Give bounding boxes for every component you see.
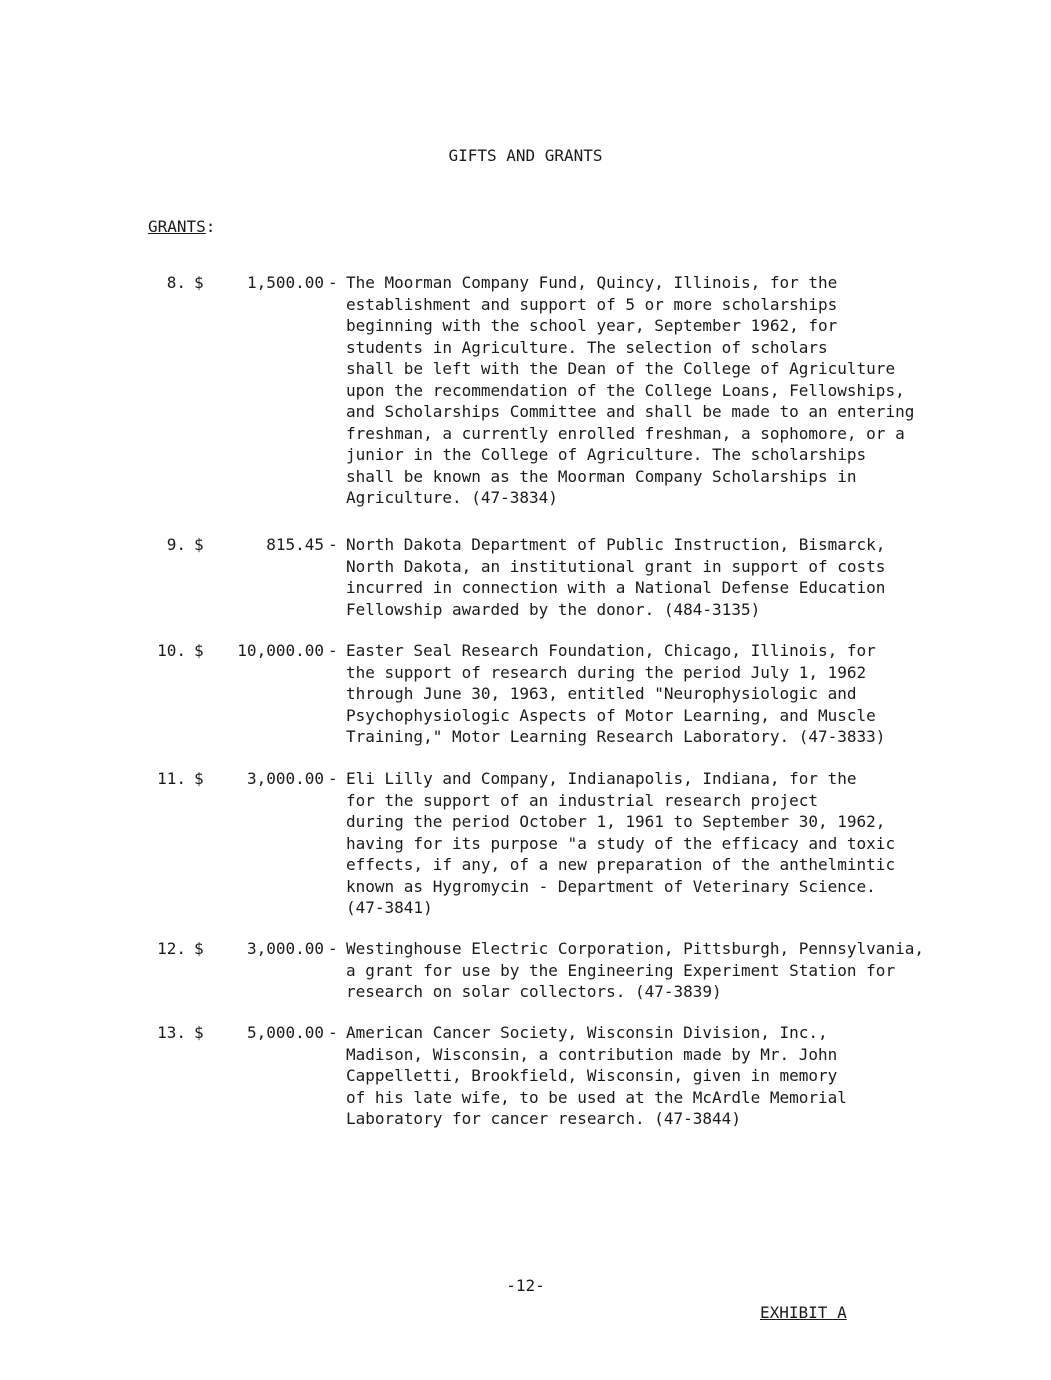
grant-number: 13.: [157, 1023, 186, 1042]
grant-number: 9.: [166, 535, 186, 554]
grant-description-line: Training," Motor Learning Research Laboratory. (47-3833): [346, 727, 886, 746]
grant-description-line: for the support of an industrial research project: [346, 790, 819, 810]
grant-description-line: the support of research during the period July 1, 1962: [346, 662, 867, 682]
grant-number: 8.: [166, 273, 186, 292]
grant-description-line: American Cancer Society, Wisconsin Division, Inc.,: [346, 1023, 828, 1042]
section-heading-label: GRANTS: [148, 217, 206, 236]
grant-description: [346, 938, 986, 1003]
grant-description: [346, 1022, 986, 1130]
grant-currency: $: [194, 769, 204, 788]
grant-description-line: Cappelletti, Brookfield, Wisconsin, given in memory: [346, 1066, 838, 1085]
grant-description-line: through June 30, 1963, entitled "Neurophysiologic and: [346, 684, 857, 703]
section-heading-colon: :: [205, 217, 216, 236]
grant-dash: -: [328, 939, 338, 958]
grant-description-line: establishment and support of 5 or more scholarships: [346, 294, 838, 314]
grant-description-line: North Dakota, an institutional grant in support of costs: [346, 556, 886, 576]
grant-number: 11.: [157, 769, 186, 788]
grant-dash: -: [328, 273, 338, 292]
grant-description: [346, 272, 986, 509]
grant-description-line: freshman, a currently enrolled freshman, a sophomore, or a: [346, 423, 905, 443]
grant-amount: 5,000.00: [246, 1023, 324, 1042]
grant-description-line: shall be left with the Dean of the College of Agriculture: [346, 359, 896, 378]
grant-description-line: upon the recommendation of the College Loans, Fellowships,: [346, 380, 905, 400]
grant-description-line: shall be known as the Moorman Company Scholarships in: [346, 466, 857, 486]
grant-description-line: Madison, Wisconsin, a contribution made by Mr. John: [346, 1044, 838, 1064]
section-heading: [148, 217, 215, 236]
grant-currency: $: [194, 273, 204, 292]
grant-currency: $: [194, 1023, 204, 1042]
page-number: -12-: [506, 1276, 545, 1295]
grant-amount: 1,500.00: [246, 273, 324, 292]
grant-description: [346, 768, 986, 919]
grant-currency: $: [194, 939, 204, 958]
grant-dash: -: [328, 1023, 338, 1042]
grant-description-line: having for its purpose "a study of the efficacy and toxic: [346, 833, 896, 853]
grant-number: 12.: [157, 939, 186, 958]
grant-description-line: Eli Lilly and Company, Indianapolis, Indiana, for the: [346, 769, 857, 788]
grant-description: [346, 534, 986, 620]
grant-description-line: known as Hygromycin - Department of Veterinary Science.: [346, 876, 876, 896]
grant-dash: -: [328, 641, 338, 660]
grant-number: 10.: [157, 641, 186, 660]
grant-description-line: students in Agriculture. The selection of scholars: [346, 337, 828, 357]
grant-description-line: during the period October 1, 1961 to September 30, 1962,: [346, 812, 886, 831]
grant-description: [346, 640, 986, 748]
grant-description-line: Laboratory for cancer research. (47-3844): [346, 1109, 741, 1128]
exhibit-label: EXHIBIT A: [760, 1303, 847, 1322]
grant-description-line: The Moorman Company Fund, Quincy, Illinois, for the: [346, 273, 838, 292]
grant-description-line: Easter Seal Research Foundation, Chicago, Illinois, for: [346, 641, 876, 660]
grant-description-line: Fellowship awarded by the donor. (484-3135): [346, 599, 761, 619]
grant-amount: 3,000.00: [246, 939, 324, 958]
grant-description-line: and Scholarships Committee and shall be made to an entering: [346, 402, 915, 421]
grant-description-line: Psychophysiologic Aspects of Motor Learning, and Muscle: [346, 705, 876, 725]
grant-currency: $: [194, 535, 204, 554]
grant-dash: -: [328, 535, 338, 554]
grant-currency: $: [194, 641, 204, 660]
grant-amount: 10,000.00: [237, 641, 324, 660]
grant-description-line: a grant for use by the Engineering Experiment Station for: [346, 960, 896, 980]
grant-amount: 3,000.00: [246, 769, 324, 788]
grant-description-line: of his late wife, to be used at the McArdle Memorial: [346, 1087, 847, 1107]
grant-description-line: (47-3841): [346, 898, 433, 917]
grant-description-line: North Dakota Department of Public Instruction, Bismarck,: [346, 535, 886, 554]
grant-description-line: effects, if any, of a new preparation of the anthelmintic: [346, 855, 896, 874]
grant-description-line: Westinghouse Electric Corporation, Pittsburgh, Pennsylvania,: [346, 939, 924, 958]
page-title: GIFTS AND GRANTS: [448, 146, 603, 165]
grant-amount: 815.45: [266, 535, 324, 554]
grant-description-line: junior in the College of Agriculture. The scholarships: [346, 445, 867, 464]
grant-description-line: incurred in connection with a National Defense Education: [346, 578, 886, 597]
grant-dash: -: [328, 769, 338, 788]
grant-description-line: research on solar collectors. (47-3839): [346, 982, 722, 1001]
grant-description-line: Agriculture. (47-3834): [346, 488, 558, 507]
grant-description-line: beginning with the school year, September 1962, for: [346, 316, 838, 335]
